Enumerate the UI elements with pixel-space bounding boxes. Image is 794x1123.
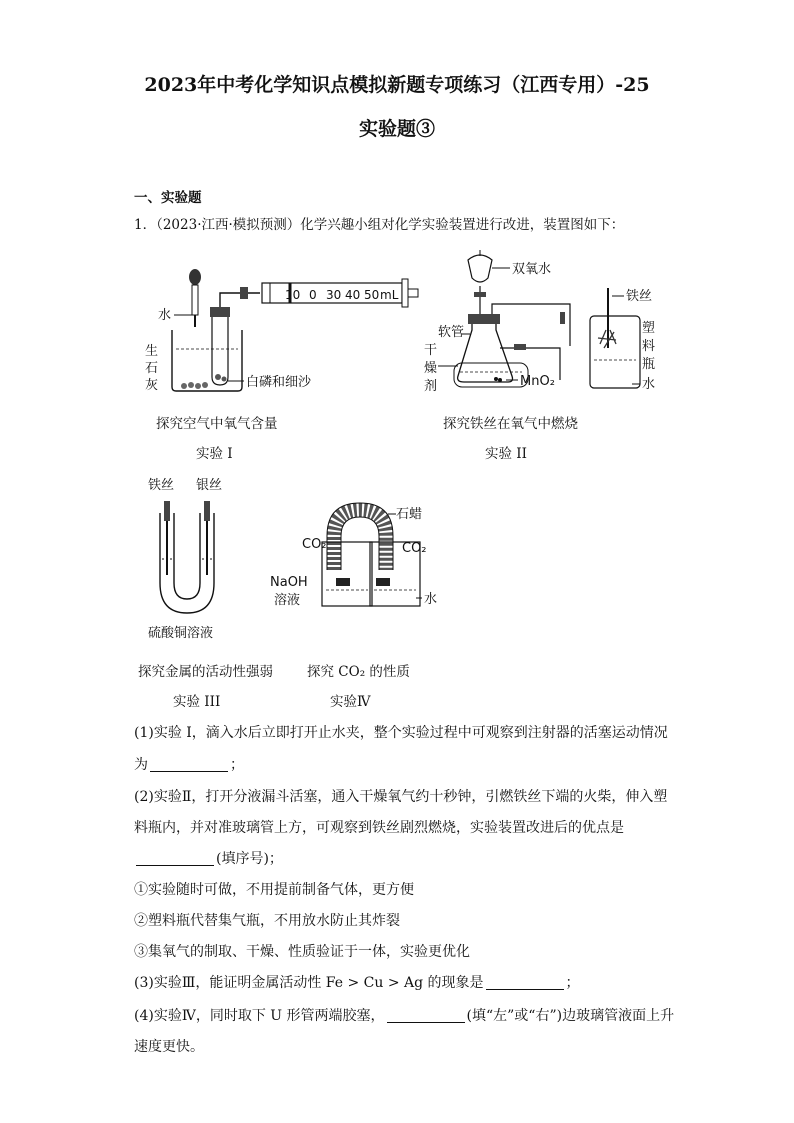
syringe-tick-0: 0 — [309, 288, 317, 302]
figure-experiment-4 — [270, 500, 440, 615]
label-co2-right: CO₂ — [402, 541, 427, 556]
label-naoh-solution: 溶液 — [274, 593, 301, 608]
syringe-tick-10: 10 — [285, 288, 301, 302]
syringe-tick-30: 30 — [326, 288, 342, 302]
q4-line-a — [134, 1005, 674, 1025]
q3-answer-blank[interactable] — [486, 975, 564, 990]
q2-answer-blank[interactable] — [136, 851, 214, 866]
caption-experiment-4: 探究 CO₂ 的性质 — [307, 664, 410, 680]
label-quicklime-3: 灰 — [145, 378, 159, 393]
figure-experiment-1 — [140, 245, 430, 405]
q2-option-1: ①实验随时可做，不用提前制备气体，更方便 — [134, 882, 414, 898]
q2-line-c — [134, 848, 283, 868]
separatory-funnel — [468, 250, 492, 320]
q3-line — [134, 972, 580, 992]
label-water: 水 — [158, 308, 172, 323]
label-naoh: NaOH — [270, 575, 308, 590]
q1-line-a: (1)实验 I，滴入水后立即打开止水夹，整个实验过程中可观察到注射器的活塞运动情况 — [134, 725, 668, 741]
label-bottle-3: 瓶 — [642, 357, 656, 372]
page-title-line1: 2023年中考化学知识点模拟新题专项练习（江西专用）-25 — [144, 74, 650, 96]
syringe-tick-unit: mL — [380, 288, 399, 302]
beaker — [172, 330, 242, 391]
dropper-icon — [189, 269, 201, 327]
caption-experiment-3: 探究金属的活动性强弱 — [138, 664, 273, 680]
q1-line-b — [134, 754, 244, 774]
q3-post: ； — [565, 975, 580, 991]
label-silver: 银丝 — [196, 478, 223, 493]
label-soft-tube: 软管 — [438, 325, 465, 340]
clamp-icon — [240, 287, 248, 299]
label-quicklime-2: 石 — [145, 361, 159, 376]
q4-line-b: 速度更快。 — [134, 1039, 204, 1055]
label-experiment-3: 实验 III — [173, 694, 221, 710]
q2-option-2: ②塑料瓶代替集气瓶，不用放水防止其炸裂 — [134, 913, 400, 929]
label-desiccant-3: 剂 — [424, 379, 438, 394]
caption-experiment-2: 探究铁丝在氧气中燃烧 — [443, 416, 578, 432]
q4-pre: (4)实验Ⅳ，同时取下 U 形管两端胶塞， — [134, 1008, 385, 1024]
beaker-naoh — [322, 542, 372, 606]
label-experiment-1: 实验 I — [196, 446, 233, 462]
quicklime-pellets — [181, 382, 208, 389]
label-experiment-4: 实验Ⅳ — [330, 694, 371, 710]
label-bottle-1: 塑 — [642, 321, 656, 336]
q4-post: (填“左”或“右”)边玻璃管液面上升 — [466, 1008, 675, 1024]
label-bottle-2: 料 — [642, 339, 656, 354]
syringe-tick-50: 50 — [364, 288, 380, 302]
label-iron-wire: 铁丝 — [626, 289, 653, 304]
label-cuso4: 硫酸铜溶液 — [148, 626, 214, 641]
wax-u-tube — [334, 510, 386, 570]
q4-answer-blank[interactable] — [387, 1008, 465, 1023]
q2-post: (填序号)； — [216, 851, 283, 867]
label-iron: 铁丝 — [148, 478, 175, 493]
label-water-4: 水 — [424, 592, 438, 607]
question-stem: 1．（2023·江西·模拟预测）化学兴趣小组对化学实验装置进行改进，装置图如下： — [134, 217, 625, 233]
q2-line-a: (2)实验Ⅱ，打开分液漏斗活塞，通入干燥氧气约十秒钟，引燃铁丝下端的火柴，伸入塑 — [134, 789, 668, 805]
q1-answer-blank[interactable] — [150, 757, 228, 772]
label-co2-left: CO₂ — [302, 537, 327, 552]
q1-post: ； — [230, 757, 244, 773]
q3-pre: (3)实验Ⅲ，能证明金属活动性 Fe > Cu > Ag 的现象是 — [134, 975, 484, 991]
test-tube — [212, 315, 228, 385]
q2-option-3: ③集氧气的制取、干燥、性质验证于一体，实验更优化 — [134, 944, 470, 960]
u-tube — [160, 513, 214, 613]
label-quicklime-1: 生 — [145, 344, 159, 359]
figure-experiment-2 — [420, 248, 670, 398]
label-experiment-2: 实验 II — [485, 446, 527, 462]
label-wax: 石蜡 — [396, 507, 423, 522]
label-desiccant-2: 燥 — [424, 361, 438, 376]
figure-experiment-3 — [140, 475, 250, 645]
label-water-2: 水 — [642, 377, 656, 392]
caption-experiment-1: 探究空气中氧气含量 — [156, 416, 278, 432]
label-desiccant-1: 干 — [424, 343, 438, 358]
syringe-tick-40: 40 — [345, 288, 361, 302]
label-h2o2: 双氧水 — [512, 262, 552, 277]
conical-flask — [458, 322, 513, 382]
label-mno2: MnO₂ — [520, 374, 555, 389]
section-heading: 一、实验题 — [134, 190, 202, 206]
label-phosphorus: 白磷和细沙 — [246, 375, 312, 390]
q1-pre: 为 — [134, 757, 148, 773]
page-title-line2: 实验题③ — [358, 118, 435, 140]
q2-line-b: 料瓶内，并对准玻璃管上方，可观察到铁丝剧烈燃烧，实验装置改进后的优点是 — [134, 820, 624, 836]
plastic-bottle — [590, 316, 640, 388]
